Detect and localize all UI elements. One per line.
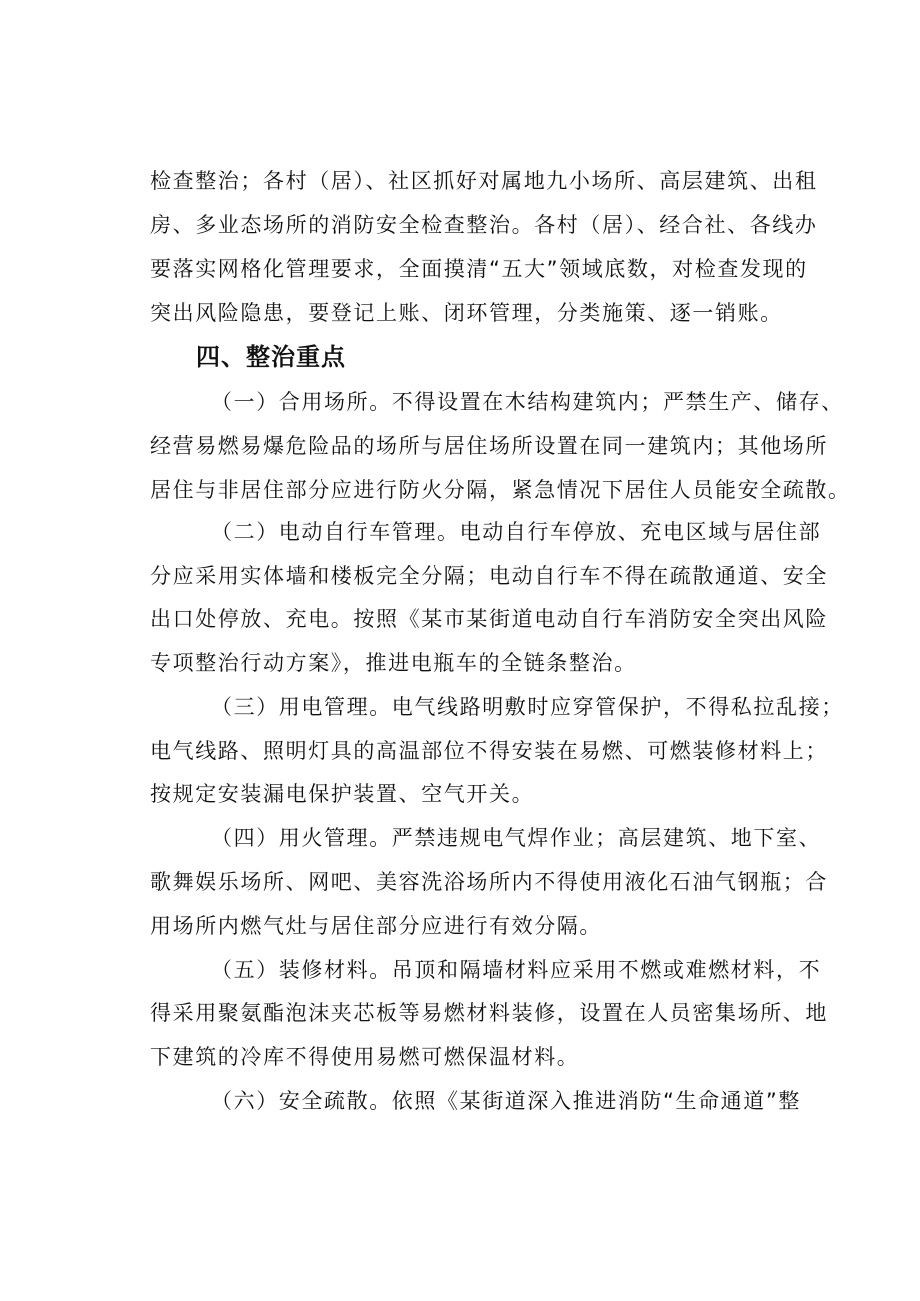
paragraph-line: 突出风险隐患，要登记上账、闭环管理，分类施策、逐一销账。 xyxy=(150,301,783,325)
paragraph-line: 居住与非居住部分应进行防火分隔，紧急情况下居住人员能安全疏散。 xyxy=(150,478,851,502)
paragraph-line: （一）合用场所。不得设置在木结构建筑内；严禁生产、储存、 xyxy=(211,390,844,414)
paragraph-line: 用场所内燃气灶与居住部分应进行有效分隔。 xyxy=(150,914,602,938)
paragraph-line: 出口处停放、充电。按照《某市某街道电动自行车消防安全突出风险 xyxy=(150,607,828,631)
paragraph-line: 下建筑的冷库不得使用易燃可燃保温材料。 xyxy=(150,1045,580,1069)
paragraph-line: 按规定安装漏电保护装置、空气开关。 xyxy=(150,782,535,806)
paragraph-line: 歌舞娱乐场所、网吧、美容洗浴场所内不得使用液化石油气钢瓶；合 xyxy=(150,870,828,894)
paragraph-line: 专项整治行动方案》，推进电瓶车的全链条整治。 xyxy=(150,651,637,675)
paragraph-line: 检查整治；各村（居）、社区抓好对属地九小场所、高层建筑、出租 xyxy=(150,169,818,193)
paragraph-line: （六）安全疏散。依照《某街道深入推进消防“生命通道”整 xyxy=(211,1089,801,1113)
paragraph-line: 要落实网格化管理要求，全面摸清“五大”领域底数，对检查发现的 xyxy=(150,257,808,281)
paragraph-line: 分应采用实体墙和楼板完全分隔；电动自行车不得在疏散通道、安全 xyxy=(150,564,828,588)
paragraph-line: 房、多业态场所的消防安全检查整治。各村（居）、经合社、各线办 xyxy=(150,213,818,237)
paragraph-line: 经营易燃易爆危险品的场所与居住场所设置在同一建筑内；其他场所 xyxy=(150,434,828,458)
paragraph-line: （三）用电管理。电气线路明敷时应穿管保护，不得私拉乱接； xyxy=(211,695,844,719)
paragraph-line: （五）装修材料。吊顶和隔墙材料应采用不燃或难燃材料，不 xyxy=(211,958,822,982)
section-heading: 四、整治重点 xyxy=(196,343,346,371)
paragraph-line: 得采用聚氨酯泡沫夹芯板等易燃材料装修，设置在人员密集场所、地 xyxy=(150,1001,828,1025)
paragraph-line: 电气线路、照明灯具的高温部位不得安装在易燃、可燃装修材料上； xyxy=(150,739,828,763)
paragraph-line: （四）用火管理。严禁违规电气焊作业；高层建筑、地下室、 xyxy=(211,826,822,850)
paragraph-line: （二）电动自行车管理。电动自行车停放、充电区域与居住部 xyxy=(211,520,822,544)
